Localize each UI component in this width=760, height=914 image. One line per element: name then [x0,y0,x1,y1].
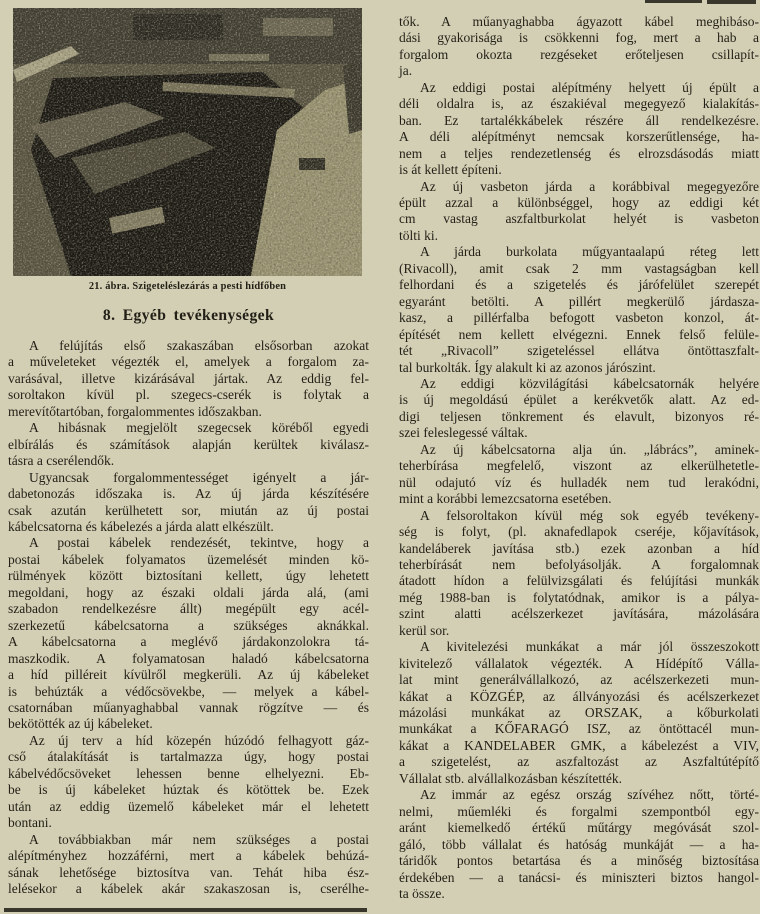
text-line: A kivitelezési munkákat a már jól összeszokott [420,639,759,655]
text-line: lat mint generálvállalkozó, az acélszerkezeti mun- [399,672,759,688]
text-line: (Rivacoll), amit csak 2 mm vastagságban kell [399,260,759,276]
paragraph [8,470,369,536]
text-line: érdekében — a tanácsi- és miniszteri biztos hangol- [399,869,759,885]
text-line: A kábelcsatorna a meglévő járdakonzolokra tá- [8,634,369,650]
text-line: A felújítás első szakaszában elsősorban azokat [29,338,369,353]
paragraph [399,442,759,508]
scan-artifact-bottom-left [4,908,367,912]
text-line: a szigetelést, az aszfaltozást az Aszfaltútépítő [399,754,759,770]
paragraph [399,376,759,442]
left-column-text [8,338,369,897]
paragraph [399,80,759,179]
text-line: merevítőtartóban, forgalommentes időszakban. [8,403,262,419]
text-line: bekötötték az új kábeleket. [8,716,153,732]
text-line: építését nem kellett elvégezni. Ennek felső felüle- [399,326,759,342]
text-line: szei feleslegessé váltak. [399,425,528,441]
text-line: A járda burkolata műgyantaalapú réteg lett [420,244,759,260]
text-line: teherbírása megfelelő, viszont az elkerülhetetle- [399,458,759,474]
text-line: dabetonozás időszaka is. Az új járda készítésére [8,486,369,502]
paragraph [399,244,759,376]
text-line: Ugyancsak forgalommentességet igényelt a jár- [29,469,369,485]
figure-21 [13,8,362,292]
text-line: dási gyakorisága is csökkenni fog, mert a hab a [399,30,759,46]
paragraph [8,832,369,898]
paragraph [399,787,759,902]
text-line: táridők pontos betartása és a minőség biztosítása [399,853,759,869]
text-line: ja. [399,63,413,79]
right-column-text [399,14,759,902]
text-line: kábelcsatorna és kábelezés a járda alatt elkészült. [8,518,274,534]
text-line: ban. Ez tartalékkábelek részére áll rendelkezésre. [399,112,759,128]
text-line: szabadon rendelkezésre állt) megépült egy acél- [8,601,369,617]
text-line: teherbírását nem befolyásolják. A forgalomnak [399,556,759,572]
text-line: Az új kábelcsatorna alja ún. „lábrács”, aminek- [420,441,759,457]
text-line: szint alatti acélszerkezet javítására, mázolására [399,606,759,622]
text-line: forgalom okozta rezgéseket erőteljesen csillapít- [399,46,759,62]
text-line: tők. A műanyaghabba ágyazott kábel meghibáso- [399,14,759,29]
paragraph [8,420,369,469]
text-line: munkákat a KŐFARAGÓ ISZ, az öntöttacél mun- [399,721,759,737]
text-line: digi teljesen tönkrement és elavult, bizonyos ré- [399,408,759,424]
text-line: soroltakon kívül pl. szegecs-cserék is folytak a [8,387,369,403]
text-line: cm vastag aszfaltburkolat helyét is vasbeton [399,211,759,227]
text-line: tölti ki. [399,227,439,243]
text-line: elbírálás és számítások alapján kerültek kiválasz- [8,436,369,452]
text-line: a műveleteket végezték el, amelyek a forgalom za- [8,354,369,370]
text-line: kákat a KÖZGÉP, az állványozási és acélszerkezet [399,688,759,704]
text-line: nem a teljes rendezetlenség és elrozsdásodás miatt [399,145,759,161]
paragraph [8,338,369,420]
paragraph [399,508,759,640]
text-line: varásával, illetve kizárásával jártak. Az eddig fel- [8,370,369,386]
text-line: kábelvédőcsöveket lehessen benne elhelyezni. Eb- [8,765,369,781]
text-line: be is új kábeleket húztak és kötöttek be. Ezek [8,782,369,798]
text-line: kivitelező vállalatok végezték. A Hídépítő Válla- [399,655,759,671]
right-column [399,14,759,902]
text-line: Az eddigi közvilágítási kábelcsatornák helyére [420,375,759,391]
text-line: Az immár az egész ország szívéhez nőtt, törté- [420,787,759,803]
paragraph [8,535,369,732]
text-line: bontani. [8,815,52,831]
text-line: ta össze. [399,886,445,902]
text-line: aránt kiemelkedő értékű műtárgy megóvását szol- [399,820,759,836]
text-line: felhordani és a szigetelés és járófelület szerepét [399,277,759,293]
text-line: sának lehetősége biztosítva van. Tehát hiba ész- [8,864,369,880]
text-line: megoldani, hogy az északi oldali járda alá, (ami [8,584,369,600]
text-line: maszkodik. A folyamatosan haladó kábelcsatorna [8,650,369,666]
text-line: is át kellett építeni. [399,162,502,178]
paragraph [399,179,759,245]
text-line: épült azzal a különbséggel, hogy az eddigi két [399,194,759,210]
figure-caption: 21. ábra. Szigeteléslezárás a pesti hídfőben [88,281,287,292]
text-line: kandeláberek javítása stb.) ezek azonban a híd [399,540,759,556]
text-line: déli oldalra is, az északiéval megegyező kialakítás- [399,96,759,112]
text-line: még 1988-ban is folytatódnak, amikor is a pálya- [399,589,759,605]
scan-artifact-top-right-1 [645,0,702,3]
text-line: átadott hídon a felülvizsgálati és felújítási munkák [399,573,759,589]
text-line: kasz, a pillérfalba befogott vasbeton konzol, át- [399,310,759,326]
text-line: nelmi, műemléki és forgalmi szempontból egy- [399,803,759,819]
text-line: Az új vasbeton járda a korábbival megegyezőre [420,178,759,194]
paragraph [399,14,759,80]
paragraph [8,733,369,832]
text-line: mint a korábbi lemezcsatorna esetében. [399,491,612,507]
text-line: egyaránt betölti. A pillért megkerülő járdasza- [399,293,759,309]
text-line: A továbbiakban már nem szükséges a postai [29,831,369,847]
text-line: tét „Rivacoll” szigeteléssel ellátva öntöttaszfalt- [399,343,759,359]
text-line: ség is folyt, (pl. aknafedlapok cseréje, kőjavítások, [399,524,759,540]
text-line: gáló, több vállalat és hatóság munkáját — a ha- [399,836,759,852]
text-line: szerkezetű kábelcsatorna a szükséges aknákkal. [8,617,369,633]
text-line: cső átalakítását is tartalmazza úgy, hogy postai [8,749,369,765]
text-line: A déli alépítményt nemcsak korszerűtlensége, ha- [399,129,759,145]
text-line: alépítményhez hozzáférni, mert a kábelek behúzá- [8,848,369,864]
text-line: csak azután kerülhetett sor, miután az új postai [8,502,369,518]
left-column [8,0,369,897]
text-line: lelésekor a kábelek akár szakaszosan is, cserélhe- [8,880,369,896]
text-line: nül odajutó víz és hulladék nem tud lerakódni, [399,474,759,490]
text-line: Az eddigi postai alépítmény helyett új épült a [420,79,759,95]
section-heading: 8. Egyéb tevékenységek [102,307,275,324]
text-line: csatornában műanyaghabbal vannak rögzítve — és [8,699,369,715]
paragraph [399,639,759,787]
text-line: után az eddig üzemelő kábeleket már el lehetett [8,798,369,814]
text-line: rülmények között biztosítani kellett, úgy lehetett [8,568,369,584]
text-line: is behúzták a védőcsövekbe, — melyek a kábel- [8,683,369,699]
text-line: Az új terv a híd közepén húzódó felhagyott gáz- [29,732,369,748]
text-line: a híd pilléreit kívülről megkerüli. Az új kábeleket [8,667,369,683]
text-line: A hibásnak megjelölt szegecsek köréből egyedi [29,420,369,436]
text-line: Vállalat stb. alvállalkozásban készítették. [399,770,623,786]
text-line: postai kábelek folyamatos üzemelését minden kö- [8,551,369,567]
scan-artifact-top-right-2 [707,0,756,4]
text-line: is új megoldású épület a kerékvetők alatt. Az ed- [399,392,759,408]
text-line: A postai kábelek rendezését, tekintve, hogy a [29,535,369,551]
text-line: kerül sor. [399,622,450,638]
text-line: kákat a KANDELABER GMK, a kábelezést a VIV, [399,737,759,753]
text-line: A felsoroltakon kívül még sok egyéb tevékeny- [420,507,759,523]
text-line: mázolási munkákat az ORSZAK, a kőburkolati [399,705,759,721]
text-line: tásra a cserélendők. [8,453,115,469]
construction-photo [13,8,362,276]
text-line: tal burkolták. Így alakult ki az azonos járószint. [399,359,656,375]
